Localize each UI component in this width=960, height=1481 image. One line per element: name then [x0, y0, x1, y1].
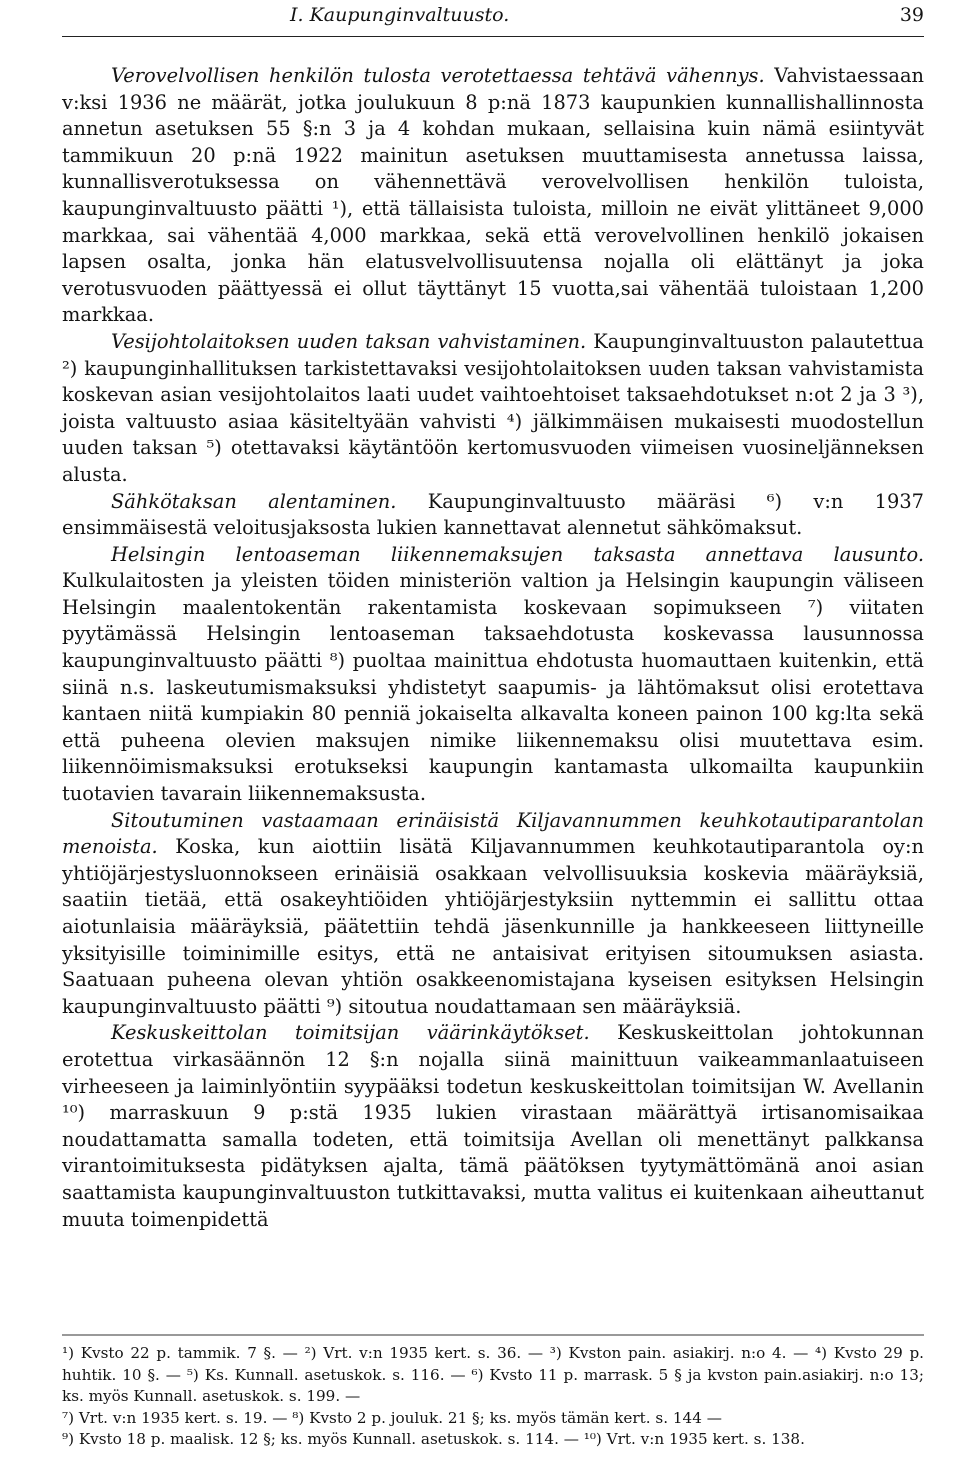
paragraph-central-kitchen — [62, 1020, 924, 1233]
document-page — [62, 0, 924, 1448]
section-heading: Verovelvollisen henkilön tulosta verotettaessa tehtävä vähennys. — [111, 64, 765, 87]
page-number: 39 — [899, 4, 924, 26]
section-heading: Vesijohtolaitoksen uuden taksan vahvistaminen. — [111, 329, 587, 353]
running-title: I. Kaupunginvaltuusto. — [290, 4, 510, 26]
header-rule — [62, 36, 924, 37]
footnote-line: ⁹) Kvsto 18 p. maalisk. 12 §; ks. myös Kunnall. asetuskok. s. 114. — ¹⁰) Vrt. v:n 1935 kert. s. 138. — [62, 1430, 805, 1448]
paragraph-tax-deduction — [62, 63, 924, 329]
paragraph-text: Kaupunginvaltuuston palautettua ²) kaupunginhallituksen tarkistettavaksi vesijohtolaitoksen uuden taksan vahvistamista koskevan asian vesijohtolaitos laati uudet vaihtoehtoiset taksaehdotukset n:ot 2 ja 3 ³), joista valtuusto asiaa käsiteltyään vahvisti ⁴) jälkimmäisen mukaisesti muodostellun uuden taksan ⁵) otettavaksi käytäntöön kertomusvuoden viimeisen vuosineljänneksen alusta. — [62, 329, 924, 486]
section-heading: Sitoutuminen vastaamaan erinäisistä Kiljavannummen keuhkotautiparantolan menoista. — [62, 808, 924, 859]
footnote-line: ¹) Kvsto 22 p. tammik. 7 §. — ²) Vrt. v:n 1935 kert. s. 36. — ³) Kvston pain. asiakirj. n:o 4. — ⁴) Kvsto 29 p. huhtik. 10 §. — ⁵) Ks. Kunnall. asetuskok. s. 116. — ⁶) Kvsto 11 p. marrask. 5 § ja kvston pain.asiakirj. n:o 13; ks. myös Kunnall. asetuskok. s. 199. — — [62, 1344, 924, 1405]
body-text — [62, 63, 924, 1233]
paragraph-airport-fees — [62, 542, 924, 808]
footnote-line: ⁷) Vrt. v:n 1935 kert. s. 19. — ⁸) Kvsto 2 p. jouluk. 21 §; ks. myös tämän kert. s. 144 — — [62, 1408, 722, 1427]
footnote-rule — [62, 1333, 924, 1337]
page-header — [62, 0, 924, 38]
paragraph-text: Koska, kun aiottiin lisätä Kiljavannummen keuhkotautiparantola oy:n yhtiöjärjestysluonnokseen erinäisiä osakkaan velvollisuuksia koskevia määräyksiä, saatiin tietää, että osakeyhtiöiden yhtiöjärjestyksiin nyttemmin ei sallittu ottaa aiotunlaisia määräyksiä, päätettiin tehdä jäsenkunnille ja hankkeeseen liittyneille yksityisille toiminimille esitys, että ne antaisivat erityisen sitoumuksen asiasta. Saatuaan puheena olevan yhtiön osakkeenomistajana kyseisen esityksen Helsingin kaupunginvaltuusto päätti ⁹) sitoutua noudattamaan sen määräyksiä. — [62, 835, 924, 1018]
paragraph-text: Kulkulaitosten ja yleisten töiden ministeriön valtion ja Helsingin kaupungin väliseen Helsingin maalentokentän rakentamista koskevaan sopimukseen ⁷) viitaten pyytämässä Helsingin lentoaseman taksaehdotusta koskevassa lausunnossa kaupunginvaltuusto päätti ⁸) puoltaa mainittua ehdotusta huomauttaen kuitenkin, että siinä n.s. laskeutumismaksuksi yhdistetyt saapumis- ja lähtömaksut olisi erotettava kantaen niitä kumpiakin 80 penniä jokaiselta alkavalta koneen painon 100 kg:lta sekä että puheena olevien maksujen nimike liikennemaksu olisi muutettava esim. liikennöimismaksuksi erotukseksi kaupungin kantamasta ulkomailta kaupunkiin tuotavien tavarain liikennemaksusta. — [62, 569, 924, 806]
paragraph-water-tariff — [62, 329, 924, 489]
section-heading: Sähkötaksan alentaminen. — [111, 489, 397, 513]
footnotes — [62, 1343, 924, 1451]
paragraph-text: Keskuskeittolan johtokunnan erotettua virkasäännön 12 §:n nojalla siinä mainittuun vaikeammanlaatuiseen virheeseen ja laiminlyöntiin syypääksi todetun keskuskeittolan toimitsijan W. Avellanin ¹⁰) marraskuun 9 p:stä 1935 lukien virastaan määrättyä irtisanomisaikaa noudattamatta samalla todeten, että toimitsija Avellan oli menettänyt palkkansa virantoimituksesta pidätyksen ajalta, tämä päätöksen tyytymättömänä anoi asian saattamista kaupunginvaltuuston tutkittavaksi, mutta valitus ei kuitenkaan aiheuttanut muuta toimenpidettä — [62, 1021, 924, 1231]
paragraph-sanatorium — [62, 808, 924, 1021]
paragraph-electricity-tariff — [62, 489, 924, 542]
section-heading: Keskuskeittolan toimitsijan väärinkäytökset. — [111, 1021, 590, 1045]
paragraph-text: Vahvistaessaan v:ksi 1936 ne määrät, jotka joulukuun 8 p:nä 1873 kaupunkien kunnallishallinnosta annetun asetuksen 55 §:n 3 ja 4 kohdan mukaan, sellaisina kuin nämä esiintyvät tammikuun 20 p:nä 1922 mainitun asetuksen muuttamisesta annetussa laissa, kunnallisverotuksessa on vähennettävä verovelvollisen henkilön tuloista, kaupunginvaltuusto päätti ¹), että tällaisista tuloista, milloin ne eivät ylittäneet 9,000 markkaa, sai vähentää 4,000 markkaa, sekä että verovelvollinen henkilö jokaisen lapsen osalta, jonka hän elatusvelvollisuutensa nojalla oli elättänyt ja joka verotusvuoden päättyessä ei ollut täyttänyt 15 vuotta,sai vähentää tuloistaan 1,200 markkaa. — [62, 64, 924, 327]
paragraph-text: Kaupunginvaltuusto määräsi ⁶) v:n 1937 ensimmäisestä veloitusjaksosta lukien kannettavat alennetut sähkömaksut. — [62, 489, 924, 540]
section-heading: Helsingin lentoaseman liikennemaksujen taksasta annettava lausunto. — [111, 542, 924, 566]
